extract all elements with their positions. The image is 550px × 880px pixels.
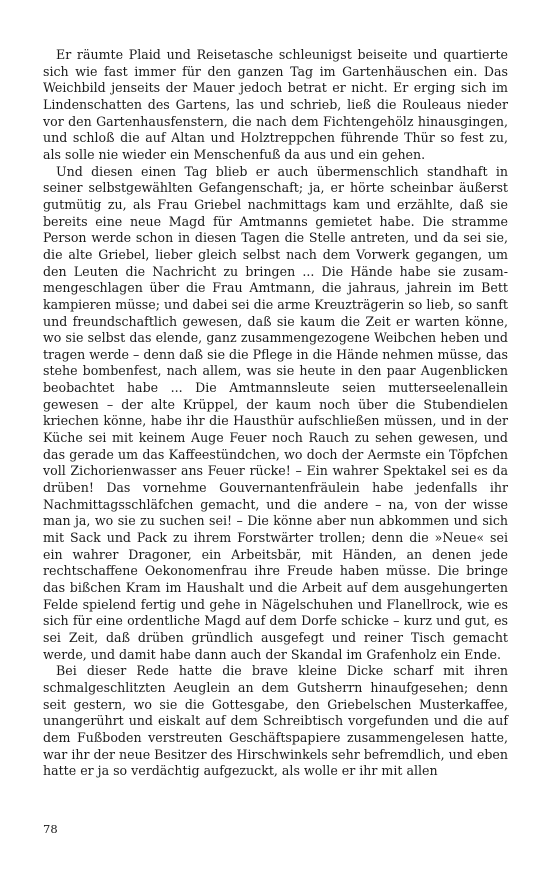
paragraph-2: Und diesen einen Tag blieb er auch übermenschlich standhaft in seiner selbstgewählten Gefangenschaft; ja, er hörte scheinbar äußerst gutmütig zu, als Frau Griebel nachmittags kam und erzählte, daß sie bereits eine neue Magd für Amtmanns gemietet habe. Die stramme Person werde schon in diesen Tagen die Stelle antreten, und da sei sie, die alte Griebel, lieber gleich selbst nach dem Vorwerk gegangen, um den Leuten die Nachricht zu bringen ... Die Hände habe sie zusammengeschlagen über die Frau Amtmann, die jahraus, jahrein im Bett kampieren müsse; und dabei sei die arme Kreuzträgerin so lieb, so sanft und freundschaftlich gewesen, daß sie kaum die Zeit er warten könne, wo sie selbst das elende, ganz zusammengezogene Weibchen heben und tragen werde – denn daß sie die Pflege in die Hände nehmen müsse, das stehe bombenfest, nach allem, was sie heute in den paar Augenblicken beobachtet habe ... Die Amtmannsleute seien mutterseelenallein gewesen – der alte Krüppel, der kaum noch über die Stubendielen kriechen könne, habe ihr die Hausthür aufschließen müssen, und in der Küche sei mit keinem Auge Feuer noch Rauch zu sehen gewesen, und das gerade um das Kaffeestündchen, wo doch der Aermste ein Töpfchen voll Zichorienwasser ans Feuer rücke! – Ein wahrer Spektakel sei es da drüben! Das vornehme Gouvernantenfräulein habe jedenfalls ihr Nachmittagsschläfchen gemacht, und die andere – na, von der wisse man ja, wo sie zu suchen sei! – Die könne aber nun abkommen und sich mit Sack und Pack zu ihrem Forstwärter trollen; denn die »Neue« sei ein wahrer Dragoner, ein Arbeitsbär, mit Händen, an denen jede rechtschaffene Oekonomenfrau ihre Freude haben müsse. Die bringe das bißchen Kram im Haushalt und die Arbeit auf dem ausgehungerten Felde spielend fertig und gehe in Nägelschuhen und Flanellrock, wie es sich für eine ordentliche Magd auf dem Dorfe schicke – kurz und gut, es sei Zeit, daß drüben gründlich ausgefegt und reiner Tisch gemacht werde, und damit habe dann auch der Skandal im Grafenholz ein Ende. <box>43 163 508 662</box>
paragraph-3: Bei dieser Rede hatte die brave kleine Dicke scharf mit ihren schmalgeschlitzten Aeuglein an dem Gutsherrn hinaufgesehen; denn seit gestern, wo sie die Gottesgabe, den Griebelschen Musterkaffee, unangerührt und eiskalt auf dem Schreibtisch vorgefunden und die auf dem Fußboden verstreuten Geschäftspapiere zusammengelesen hatte, war ihr der neue Besitzer des Hirschwinkels sehr befremdlich, und eben hatte er ja so verdächtig aufgezuckt, als wolle er ihr mit allen <box>43 663 508 779</box>
page-body <box>43 47 508 780</box>
page-number: 78 <box>43 822 58 836</box>
paragraph-1: Er räumte Plaid und Reisetasche schleunigst beiseite und quartierte sich wie fast immer für den ganzen Tag im Gartenhäuschen ein. Das Weichbild jenseits der Mauer jedoch betrat er nicht. Er erging sich im Lindenschatten des Gartens, las und schrieb, ließ die Rouleaus nieder vor den Gartenhausfenstern, die nach dem Fichtengehölz hinausgingen, und schloß die auf Altan und Holztreppchen führende Thür so fest zu, als solle nie wieder ein Menschenfuß da aus und ein gehen. <box>43 47 508 162</box>
